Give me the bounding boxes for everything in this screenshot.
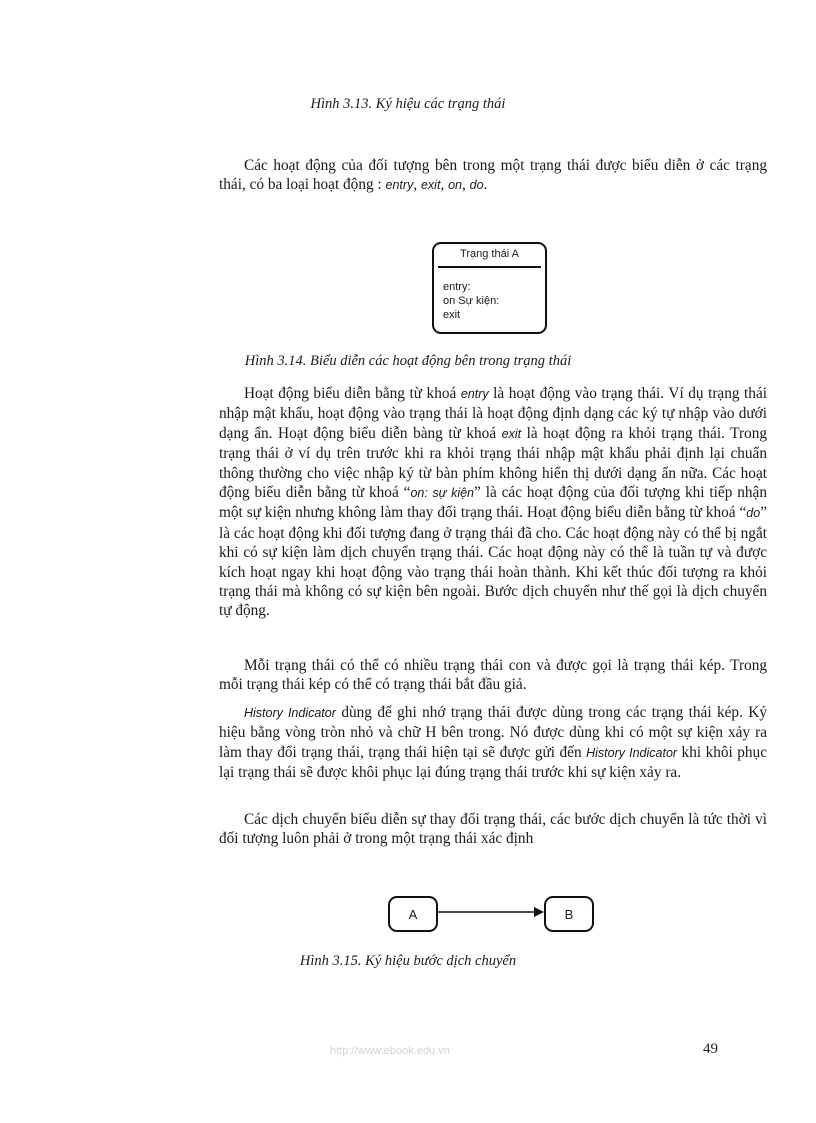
paragraph-text: Các hoạt động của đối tượng bên trong một trạng thái được biểu diễn ở các trạng thái, có ba loại hoạt động : <box>219 157 767 194</box>
keyword-entry: entry <box>385 178 414 193</box>
page-number: 49 <box>703 1041 718 1057</box>
paragraph-transitions: Các dịch chuyển biểu diễn sự thay đổi trạng thái, các bước dịch chuyển là tức thời vì đối tượng luôn phải ở trong một trạng thái xác định <box>219 811 767 848</box>
keyword-on-event: on: sự kiện <box>410 486 475 501</box>
paragraph-text: ” là các hoạt động của đối tượng khi tiếp nhận một sự kiện nhưng không làm thay đổi trạng thái. Hoạt động biểu diễn bằng từ khoá “ <box>219 484 768 522</box>
state-node-b-label: B <box>564 906 574 922</box>
state-title: Trạng thái A <box>460 248 519 260</box>
paragraph-text: khi khôi phục lại trạng thái sẽ được khôi phục lại đúng trạng thái trước khi sự kiện xảy ra. <box>219 743 767 782</box>
keyword-do: do <box>469 178 484 193</box>
separator: , <box>462 176 470 194</box>
state-node-a-label: A <box>408 906 418 922</box>
state-diagram-box <box>432 242 547 334</box>
sentence-end: . <box>483 176 488 194</box>
keyword-exit: exit <box>420 178 441 193</box>
paragraph-text: là hoạt động vào trạng thái. Ví dụ trạng thái nhập mật khẩu, hoạt động vào trạng thái là hoạt động định dạng các ký tự nhập vào dưới dạng ẩn. Hoạt động biểu diễn bàng từ khoá <box>219 385 767 442</box>
state-node-b <box>544 896 594 932</box>
keyword-entry: entry <box>460 387 489 401</box>
keyword-exit: exit <box>501 426 522 441</box>
activity-entry: entry: <box>443 281 471 293</box>
paragraph-activities-intro <box>219 156 767 196</box>
separator: , <box>413 176 421 194</box>
keyword-history-indicator: History Indicator <box>586 745 678 760</box>
paragraph-text: Hoạt động biểu diễn bằng từ khoá <box>244 385 461 402</box>
paragraph-entry-exit-on-do <box>219 384 767 621</box>
keyword-on: on <box>448 178 462 193</box>
figure-3-14-caption: Hình 3.14. Biểu diễn các hoạt động bên trong trạng thái <box>244 353 572 369</box>
paragraph-text: dùng để ghi nhớ trạng thái được dùng trong các trạng thái kép. Ký hiệu bằng vòng tròn nhỏ và chữ H bên trong. Nó được dùng khi có một sự kiện xảy ra làm thay đổi trạng thái, trạng thái hiện tại sẽ được gửi đến <box>219 704 768 761</box>
keyword-history-indicator: History Indicator <box>244 706 336 720</box>
separator: , <box>440 176 449 194</box>
keyword-do: do <box>746 506 761 521</box>
paragraph-text: ” là các hoạt động khi đối tượng đang ở trạng thái đã cho. Các hoạt động này có thể bị ngắt khi có sự kiện làm dịch chuyển trạng thái. Các hoạt động này có thể là tuần tự và được kích hoạt ngay khi hoạt động vào trạng thái hoàn thành. Khi kết thúc đối tượng ra khỏi trạng thái mà không có sự kiện bên ngoài. Bước dịch chuyển như thế gọi là dịch chuyển tự động. <box>219 504 767 620</box>
transition-arrow <box>438 904 546 920</box>
activity-on-event: on Sự kiện: <box>443 295 500 307</box>
footer-url-watermark: http://www.ebook.edu.vn <box>330 1045 450 1057</box>
paragraph-composite-state: Mỗi trạng thái có thể có nhiều trạng thái con và được gọi là trạng thái kép. Trong mỗi trạng thái kép có thể có trạng thái bắt đầu giả. <box>219 657 767 694</box>
state-node-a <box>388 896 438 932</box>
activity-exit: exit <box>443 309 461 321</box>
paragraph-history-indicator <box>219 703 767 783</box>
paragraph-text: là hoạt động ra khỏi trạng thái. Trong trạng thái ở ví dụ trên trước khi ra khỏi trạng thái nhập mật khẩu phải định lại chuẩn thông thường cho việc nhập ký từ bàn phím không hiển thị dưới dạng ẩn nữa. Các hoạt động biểu diễn bằng từ khoá “ <box>219 424 767 502</box>
state-activities <box>434 268 545 322</box>
figure-3-15-caption: Hình 3.15. Ký hiệu bước dịch chuyển <box>299 953 517 969</box>
figure-3-13-caption: Hình 3.13. Ký hiệu các trạng thái <box>310 96 506 112</box>
